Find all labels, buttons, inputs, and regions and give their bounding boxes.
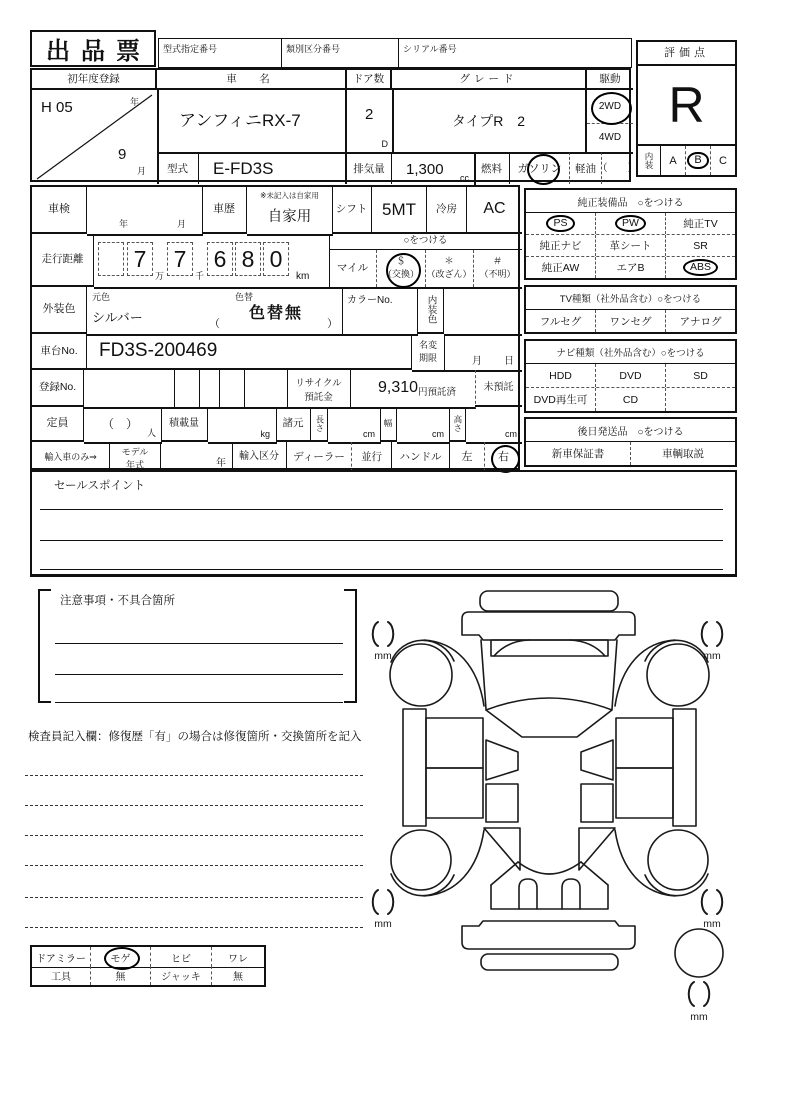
orig-color-value: シルバー — [92, 310, 143, 325]
right-bracket — [344, 589, 357, 703]
height-cell — [466, 407, 522, 444]
tv-type-analog: アナログ — [665, 310, 735, 332]
import-parallel: 並行 — [352, 442, 392, 472]
width-cell — [397, 407, 450, 444]
sales-point-box — [30, 470, 737, 577]
paren-open: （ — [209, 318, 220, 330]
chassis-label: 車台No. — [32, 334, 87, 370]
year-unit: 年 — [130, 97, 140, 107]
color-no-cell — [342, 287, 418, 336]
tool-none: 無 — [90, 966, 150, 985]
ac-value: AC — [467, 187, 522, 234]
cm-unit: cm — [505, 429, 517, 439]
auction-grade: R — [668, 76, 705, 133]
doors-value: 2 — [365, 106, 374, 123]
ext-color-label: 外装色 — [32, 287, 87, 334]
man-unit: 万 — [155, 271, 165, 281]
recycle-deposited: 円預託済 — [418, 387, 457, 398]
reg-no-cell-1 — [84, 370, 175, 409]
recycle-amount: 9,310 — [378, 379, 419, 396]
field-model-designation — [159, 39, 282, 67]
mileage-digit-5: 8 — [235, 242, 261, 276]
import-dealer: ディーラー — [287, 442, 352, 472]
mileage-digit-4: 6 — [207, 242, 233, 276]
meter-unknown — [473, 250, 522, 287]
displacement-label: 排気量 — [347, 152, 392, 184]
history-label: 車歴 — [202, 187, 247, 234]
mm-unit: mm — [703, 650, 721, 662]
score-panel-title: 評価点 — [638, 42, 735, 66]
first-reg-era: H 05 — [41, 99, 73, 116]
meter-status-cell — [329, 234, 522, 289]
import-type-label: 輸入区分 — [232, 442, 287, 472]
navi-blank — [665, 388, 735, 411]
notes-label: 注意事項・不具合箇所 — [60, 595, 175, 607]
sales-point-label: セールスポイント — [54, 480, 145, 492]
paren-close: ） — [327, 318, 338, 330]
reg-no-cell-2 — [174, 370, 200, 409]
length-label: 長さ — [311, 407, 328, 442]
navi-type-dvd: DVD — [595, 364, 665, 387]
tool-label: 工具 — [51, 972, 71, 983]
serial-number-label: シリアル番号 — [403, 44, 457, 54]
ac-label: 冷房 — [427, 187, 467, 234]
cc-unit: cc — [460, 173, 469, 183]
field-class-number — [282, 39, 399, 67]
model-designation-label: 型式指定番号 — [163, 44, 218, 54]
name-change-date-cell — [444, 334, 522, 372]
jack-none: 無 — [211, 966, 264, 985]
model-year-l1: モデル — [121, 447, 149, 457]
int-color-label: 内装色 — [417, 287, 444, 334]
door-mirror-label: ドアミラー — [36, 953, 86, 965]
model-year-cell — [160, 442, 233, 472]
hand-drawn-circle: PS — [546, 215, 574, 232]
sen-unit: 千 — [195, 271, 205, 281]
name-change-l2: 期限 — [418, 353, 437, 363]
navi-type-sd: SD — [665, 364, 735, 387]
recycle-not-deposited: 未預託 — [475, 370, 522, 407]
write-in-line — [25, 865, 363, 866]
write-in-line — [40, 569, 723, 570]
width-label: 幅 — [380, 407, 397, 442]
handle-right: 右 — [498, 450, 509, 463]
equipment-item-navi: 純正ナビ — [539, 240, 582, 252]
class-number-label: 類別区分番号 — [286, 44, 341, 54]
meter-unknown-symbol: ＃ — [492, 256, 503, 267]
equipment-item-tv: 純正TV — [665, 213, 735, 234]
reg-no-cell-3 — [199, 370, 220, 409]
write-in-line — [55, 643, 343, 644]
model-label: 型式 — [157, 152, 199, 184]
circle-note: ○をつける — [329, 234, 522, 250]
color-cell — [87, 287, 343, 336]
history-value: 自家用 — [267, 209, 312, 225]
cm-unit: cm — [432, 429, 444, 439]
first-reg-header: 初年度登録 — [32, 70, 157, 90]
mileage-label: 走行距離 — [32, 234, 94, 287]
mirror-moge-label: モゲ — [110, 953, 131, 965]
hand-drawn-circle — [527, 154, 560, 185]
meter-exchange-label: （交換） — [382, 269, 419, 279]
mileage-digit-6: 0 — [263, 242, 289, 276]
left-bracket — [38, 589, 51, 703]
write-in-line — [40, 540, 723, 541]
jack-label: ジャッキ — [150, 966, 211, 985]
import-only-label: 輸入車のみ⇒ — [32, 442, 110, 472]
month-unit: 月 — [472, 356, 482, 367]
reg-no-cell-4 — [219, 370, 245, 409]
mileage-digit-3: 7 — [167, 242, 193, 276]
tv-type-fullseg: フルセグ — [539, 315, 582, 328]
chassis-no: FD3S-200469 — [87, 334, 412, 370]
hand-drawn-circle — [491, 445, 520, 473]
name-change-label — [412, 334, 445, 372]
fuel-diesel: 軽油 — [570, 152, 602, 184]
write-in-line — [40, 509, 723, 510]
meter-tamper-symbol: ＊ — [444, 256, 454, 267]
inspector-note: 検査員記入欄：修復歴「有」の場合は修復箇所・交換箇所を記入 — [28, 731, 362, 743]
history-note: ※未記入は自家用 — [260, 191, 319, 200]
color-change-label: 色替 — [235, 292, 254, 302]
year-unit: 年 — [119, 219, 129, 229]
interior-grade-c: C — [719, 154, 727, 167]
shift-value: 5MT — [372, 187, 427, 234]
interior-grade-b — [686, 146, 711, 175]
page-title: 出品票 — [30, 30, 156, 67]
fuel-other-paren: （ ） — [602, 152, 633, 184]
navi-type-title: ナビ種類（社外品含む）○をつける — [526, 341, 735, 364]
equipment-item-ps — [526, 213, 595, 234]
handle-left: 左 — [450, 442, 485, 472]
name-change-l1: 名変 — [418, 340, 437, 350]
meter-tamper — [425, 250, 474, 287]
model-value: E-FD3S — [199, 152, 347, 184]
grade-value: タイプR 2 — [392, 90, 587, 152]
tv-type-oneseg: ワンセグ — [595, 310, 665, 332]
equipment-title: 純正装備品 ○をつける — [526, 190, 735, 213]
fuel-label: 燃料 — [474, 152, 510, 184]
doors-unit: D — [381, 139, 388, 149]
write-in-line — [55, 702, 343, 703]
spec-label: 諸元 — [276, 407, 311, 442]
hand-drawn-circle — [386, 253, 421, 288]
equipment-item-aw: 純正AW — [541, 262, 580, 274]
write-in-line — [25, 835, 363, 836]
grade-header: グレード — [392, 70, 587, 90]
shaken-label: 車検 — [32, 187, 87, 234]
ship-manual: 車輌取説 — [630, 442, 735, 465]
equipment-item-leather: 革シート — [595, 235, 665, 256]
int-color-value-cell — [444, 287, 522, 336]
car-name-header: 車 名 — [157, 70, 347, 90]
mm-unit: mm — [690, 1011, 708, 1023]
handle-label: ハンドル — [392, 442, 450, 472]
mirror-moge — [90, 947, 150, 967]
doors-header: ドア数 — [347, 70, 392, 90]
day-unit: 日 — [504, 356, 514, 367]
hand-drawn-circle: B — [687, 152, 708, 170]
mileage-digit-2: 7 — [127, 242, 153, 276]
navi-dvd-playable: DVD再生可 — [533, 394, 588, 406]
capacity-label: 定員 — [32, 407, 84, 442]
recycle-amount-cell — [350, 370, 476, 409]
navi-type-hdd: HDD — [549, 369, 572, 382]
write-in-line — [25, 805, 363, 806]
mm-unit: mm — [374, 918, 392, 930]
doors-cell — [347, 90, 394, 152]
meter-exchange-symbol: ＄ — [396, 256, 406, 267]
cm-unit: cm — [363, 429, 375, 439]
load-label: 積載量 — [161, 407, 208, 442]
color-change-value: 色替無 — [249, 305, 304, 322]
month-unit: 月 — [177, 219, 187, 229]
model-year-label — [110, 442, 161, 472]
shaken-date-cell — [87, 187, 203, 236]
meter-mile: マイル — [329, 250, 377, 287]
km-unit: km — [296, 271, 310, 282]
hand-drawn-circle: PW — [615, 215, 646, 232]
navi-cd: CD — [595, 388, 665, 411]
model-year-l2: 年式 — [125, 460, 144, 470]
length-cell — [328, 407, 381, 444]
orig-color-label: 元色 — [92, 292, 111, 302]
hand-drawn-circle: ABS — [683, 259, 718, 276]
write-in-line — [25, 897, 363, 898]
equipment-item-sr: SR — [665, 235, 735, 256]
ship-warranty-book: 新車保証書 — [551, 448, 605, 460]
first-reg-month: 9 — [118, 146, 127, 163]
year-unit: 年 — [216, 458, 226, 469]
person-unit: 人 — [146, 428, 156, 438]
equipment-item-pw — [595, 213, 665, 234]
displacement-value: 1,300 — [406, 161, 444, 178]
mm-unit: mm — [703, 918, 721, 930]
meter-unknown-label: （不明） — [479, 269, 516, 279]
shift-label: シフト — [332, 187, 372, 234]
write-in-line — [55, 674, 343, 675]
mileage-cell — [94, 234, 330, 289]
equipment-item-abs — [665, 257, 735, 278]
equipment-item-airbag: エアB — [595, 257, 665, 278]
color-no-label: カラーNo. — [347, 295, 393, 306]
capacity-value: （ ） — [102, 417, 139, 431]
interior-grade-a: A — [661, 146, 686, 175]
history-cell — [247, 187, 333, 236]
first-reg-cell — [32, 90, 159, 184]
spare-tire — [675, 929, 723, 977]
capacity-cell — [84, 407, 162, 444]
height-label: 高さ — [449, 407, 466, 442]
mirror-hibi: ヒビ — [150, 947, 211, 967]
drive-2wd: 2WD — [587, 90, 633, 124]
car-diagram — [358, 578, 778, 1058]
recycle-label — [287, 370, 351, 409]
mileage-digit-1 — [98, 242, 124, 276]
write-in-line — [25, 927, 363, 928]
mirror-ware: ワレ — [211, 947, 264, 967]
fuel-gasoline: ガソリン — [510, 152, 570, 184]
car-name-value: アンフィニRX-7 — [157, 90, 347, 152]
write-in-line — [25, 775, 363, 776]
field-serial-number — [399, 39, 631, 67]
mm-unit: mm — [374, 650, 392, 662]
reg-no-label: 登録No. — [32, 370, 84, 407]
meter-tamper-label: （改ざん） — [426, 269, 472, 279]
recycle-l2: 預託金 — [304, 392, 333, 403]
load-cell — [208, 407, 277, 444]
tv-type-title: TV種類（社外品含む）○をつける — [526, 287, 735, 310]
kg-unit: kg — [260, 429, 270, 439]
displacement-cell — [392, 152, 476, 186]
hand-drawn-circle — [591, 92, 632, 125]
recycle-l1: リサイクル — [295, 378, 342, 389]
month-unit: 月 — [137, 166, 147, 176]
reg-no-cell-5 — [244, 370, 288, 409]
drive-4wd: 4WD — [598, 132, 622, 144]
interior-grade-label: 内装 — [638, 146, 661, 175]
drive-header: 駆動 — [587, 70, 633, 90]
ship-later-title: 後日発送品 ○をつける — [526, 419, 735, 442]
